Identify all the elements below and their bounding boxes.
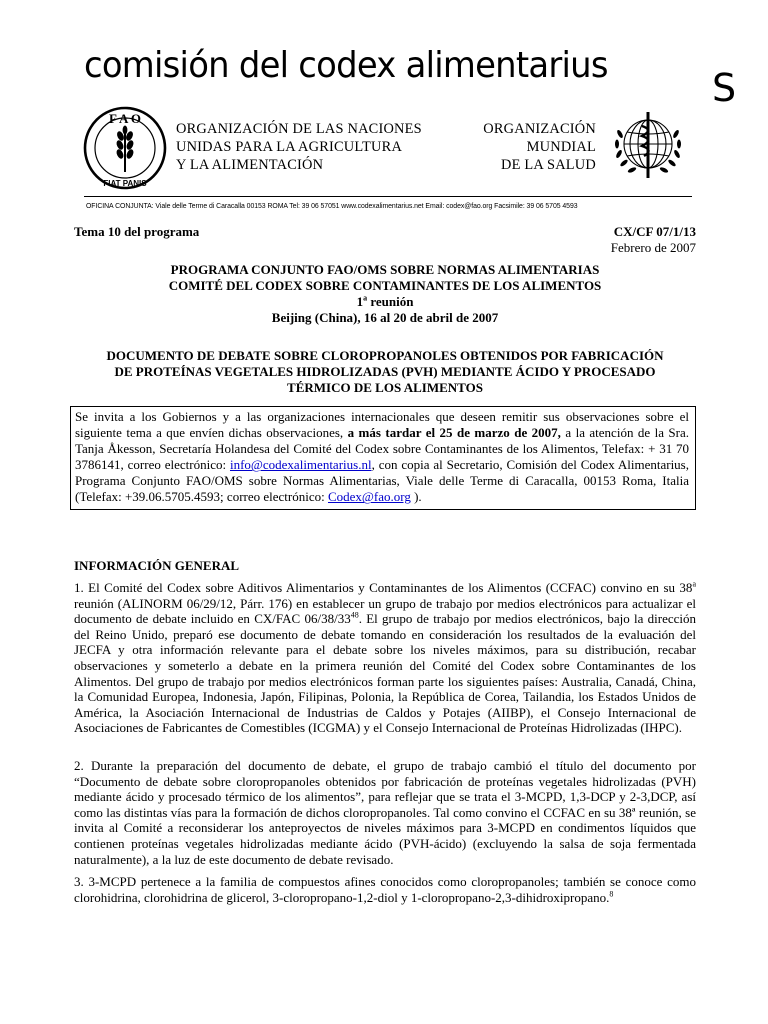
- who-org-line: ORGANIZACIÓN: [483, 121, 596, 137]
- header-rule: [84, 196, 692, 197]
- document-reference: CX/CF 07/1/13: [613, 224, 696, 239]
- comments-invitation-box: Se invita a los Gobiernos y a las organizaciones internacionales que deseen remitir sus observaciones sobre el siguiente tema a que envíen dichas observaciones, a más tardar el 25 de marzo de 2007, a la atención de la Sra. Tanja Åkesson, Secretaría Holandesa del Comité del Codex sobre Contaminantes de los Alimentos, Telefax: + 31 70 3786141, correo electrónico: info@codexalimentarius.nl, con copia al Secretario, Comisión del Codex Alimentarius, Programa Conjunto FAO/OMS sobre Normas Alimentarias, Viale delle Terme di Caracalla, 00153 Roma, Italia (Telefax: +39.06.5705.4593; correo electrónico: Codex@fao.org ).: [70, 406, 696, 510]
- programme-name: PROGRAMA CONJUNTO FAO/OMS SOBRE NORMAS ALIMENTARIAS: [170, 262, 600, 277]
- comments-deadline: a más tardar el 25 de marzo de 2007,: [347, 425, 561, 441]
- fao-organization-name: [176, 120, 436, 174]
- who-org-line: MUNDIAL: [526, 139, 596, 155]
- paragraph-3: 3. 3-MCPD pertenece a la familia de compuestos afines conocidos como cloropropanoles; también se conoce como clorohidrina, clorohidrina de glicerol, 3-cloropropano-1,2-diol y 1-cloropropano-2,3-dihidroxipropano.$^8$: [74, 874, 696, 905]
- fao-logo-icon: [82, 104, 168, 192]
- fao-org-line: Y LA ALIMENTACIÓN: [176, 157, 324, 173]
- who-org-line: DE LA SALUD: [501, 157, 596, 173]
- agenda-item: Tema 10 del programa: [74, 224, 200, 239]
- secretariat-email-link[interactable]: info@codexalimentarius.nl: [229, 457, 372, 473]
- fao-org-line: UNIDAS PARA LA AGRICULTURA: [176, 139, 403, 155]
- language-code: S: [712, 66, 737, 110]
- codex-email-link[interactable]: Codex@fao.org: [327, 489, 411, 505]
- paragraph-1: 1. El Comité del Codex sobre Aditivos Alimentarios y Contaminantes de los Alimentos (CCFAC) convino en su 38$^a$ reunión (ALINORM 06/29/12, Párr. 176) en establecer un grupo de trabajo por medios electrónicos para actualizar el documento de debate incluido en CX/FAC $06/38/33^{48}$. El grupo de trabajo por medios electrónicos, bajo la dirección del Reino Unido, preparó ese documento de debate tomando en consideración los resultados de la evaluación del JECFA y otra información relevante para el debate sobre los niveles máximos, para su distribución, recabar observaciones y someterlo a debate en la primera reunión del Comité del Codex sobre Contaminantes de los Alimentos. Del grupo de trabajo por medios electrónicos forman parte los siguientes países: Australia, Canadá, China, la Comunidad Europea, Indonesia, Japón, Filipinas, Polonia, la República de Corea, Tailandia, los Estados Unidos de América, la Asociación Internacional de Industrias de Caldos y Potajes (AIIBP), el Consejo Internacional de Asociaciones de Fabricantes de Comestibles (ICGMA) y el Consejo Internacional de Proteínas Hidrolizadas (IHPC).: [74, 579, 696, 736]
- document-title-line: DE PROTEÍNAS VEGETALES HIDROLIZADAS (PVH) MEDIANTE ÁCIDO Y PROCESADO: [114, 364, 656, 379]
- who-organization-name: [472, 120, 596, 174]
- committee-name: COMITÉ DEL CODEX SOBRE CONTAMINANTES DE LOS ALIMENTOS: [168, 278, 602, 293]
- commission-title: comisión del codex alimentarius: [84, 45, 608, 86]
- document-title-line: TÉRMICO DE LOS ALIMENTOS: [287, 380, 483, 395]
- document-title-line: DOCUMENTO DE DEBATE SOBRE CLOROPROPANOLES OBTENIDOS POR FABRICACIÓN: [106, 348, 664, 363]
- svg-text:F A O: F A O: [108, 111, 142, 126]
- paragraph-2: 2. Durante la preparación del documento de debate, el grupo de trabajo cambió el título del documento por “Documento de debate sobre cloropropanoles obtenidos por fabricación de proteínas vegetales hidrolizadas (PVH) mediante ácido y procesado térmico de los alimentos”, para reflejar que se trata el 3-MCPD, 1,3-DCP y 2-3,DCP, así como las distintas vías para la formación de dichos cloropropanoles. Tal como convino el CCFAC en su 38ª reunión, se invita al Comité a reconsiderar los anteproyectos de niveles máximos para 3-MCPD en condimentos líquidos que contienen proteínas vegetales hidrolizadas mediante ácido (PVH-ácido) (excluyendo la salsa de soja fermentada naturalmente), a la luz de este documento de debate revisado.: [74, 758, 696, 867]
- session-number: 1$^a$ reunión: [356, 293, 414, 309]
- fao-org-line: ORGANIZACIÓN DE LAS NACIONES: [176, 121, 422, 137]
- who-logo-icon: [606, 104, 690, 188]
- section-heading: INFORMACIÓN GENERAL: [74, 558, 240, 573]
- meeting-location: Beijing (China), 16 al 20 de abril de 2007: [271, 310, 499, 325]
- document-date: Febrero de 2007: [610, 240, 696, 255]
- joint-office-contact: OFICINA CONJUNTA: Viale delle Terme di Caracalla 00153 ROMA Tel: 39 06 57051 www.codexalimentarius.net Email: codex@fao.org Facsimile: 39 06 5705 4593: [86, 203, 578, 210]
- svg-text:FIAT PANIS: FIAT PANIS: [103, 179, 147, 188]
